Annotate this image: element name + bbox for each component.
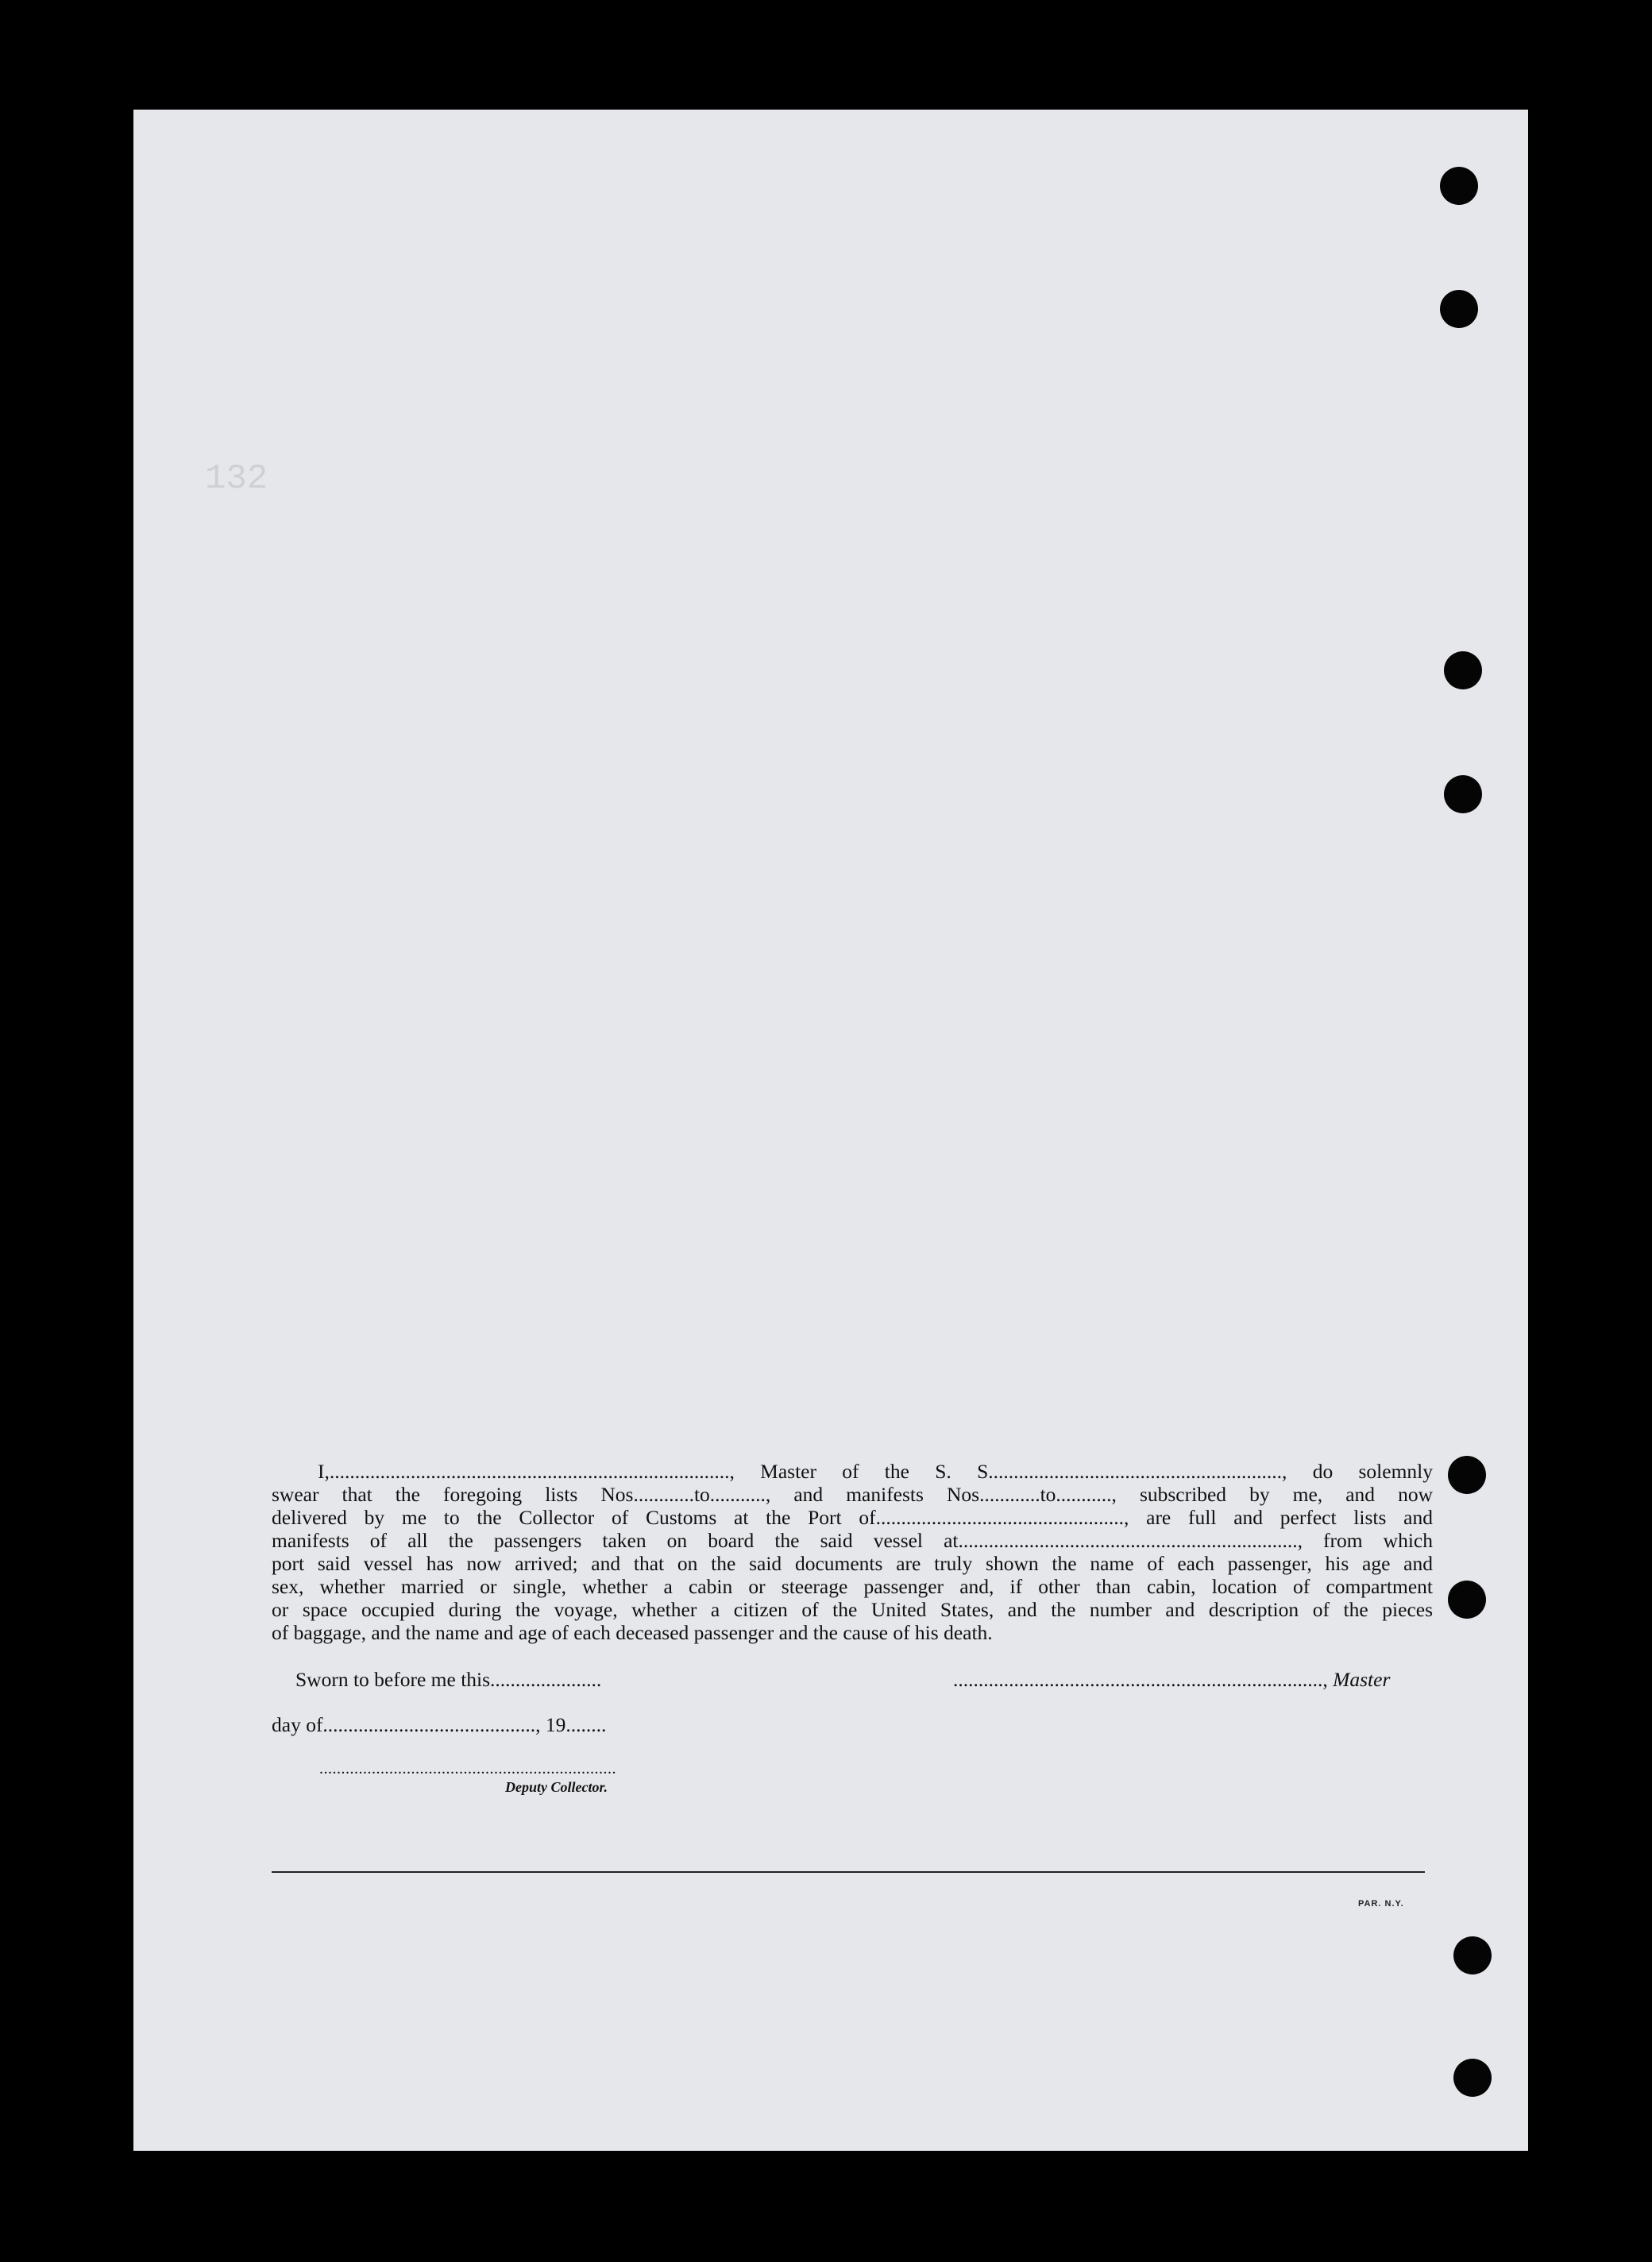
binder-hole-8 bbox=[1453, 2059, 1492, 2097]
oath-line-7: or space occupied during the voyage, whether a citizen of the United States, and the number and description of the pieces bbox=[272, 1598, 1433, 1621]
document-page bbox=[133, 110, 1528, 2151]
oath-line-4: manifests of all the passengers taken on board the said vessel at..................................................................., from which bbox=[272, 1529, 1433, 1552]
binder-hole-5 bbox=[1448, 1456, 1486, 1494]
oath-line-8: of baggage, and the name and age of each deceased passenger and the cause of his death. bbox=[272, 1621, 993, 1644]
master-label: Master bbox=[1333, 1668, 1391, 1691]
binder-hole-2 bbox=[1440, 290, 1478, 328]
oath-line-5: port said vessel has now arrived; and that on the said documents are truly shown the name of each passenger, his age and bbox=[272, 1552, 1433, 1575]
deputy-collector-dots: .................................................................... bbox=[319, 1760, 616, 1778]
oath-line-3: delivered by me to the Collector of Customs at the Port of................................................., are full and perfect lists and bbox=[272, 1506, 1433, 1529]
faint-page-number: 132 bbox=[205, 459, 268, 499]
binder-hole-6 bbox=[1448, 1581, 1486, 1619]
master-signature-line bbox=[953, 1668, 1390, 1692]
binder-hole-3 bbox=[1444, 651, 1482, 689]
oath-line-2: swear that the foregoing lists Nos............to..........., and manifests Nos............to..........., subscribed by me, and now bbox=[272, 1483, 1433, 1506]
printer-mark: PAR. N.Y. bbox=[1358, 1899, 1404, 1909]
binder-hole-4 bbox=[1444, 775, 1482, 813]
binder-hole-7 bbox=[1453, 1936, 1492, 1974]
master-oath-paragraph bbox=[272, 1460, 1433, 1644]
deputy-collector-label: Deputy Collector. bbox=[505, 1779, 608, 1795]
day-line: day of.........................................., 19........ bbox=[272, 1713, 607, 1736]
oath-line-6: sex, whether married or single, whether a cabin or steerage passenger and, if other than cabin, location of compartment bbox=[272, 1575, 1433, 1598]
binder-hole-1 bbox=[1440, 167, 1478, 205]
oath-line-1: I,..............................................................................., Master of the S. S.........................................................., do solemnly bbox=[318, 1460, 1433, 1483]
sworn-line: Sworn to before me this...................... bbox=[295, 1668, 602, 1691]
horizontal-rule bbox=[272, 1871, 1425, 1873]
master-signature-dots: ........................................................................., bbox=[953, 1668, 1328, 1691]
